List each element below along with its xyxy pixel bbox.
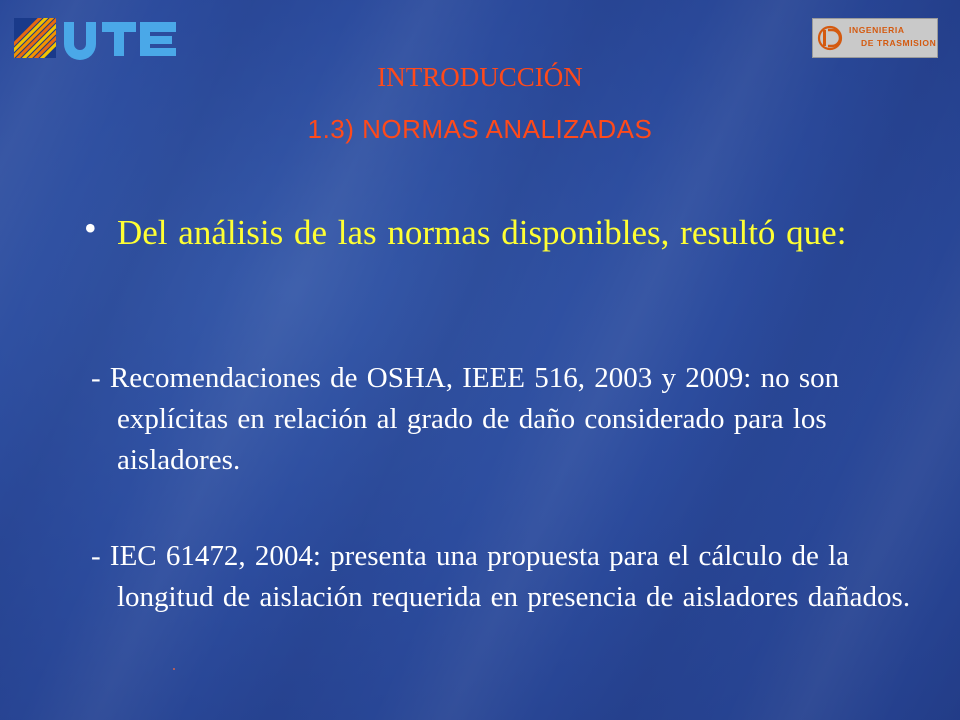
bullet-icon: • bbox=[84, 208, 97, 248]
logo-text-trasmision: DE TRASMISION bbox=[861, 38, 937, 48]
list-item: - Recomendaciones de OSHA, IEEE 516, 2003 y 2009: no son explícitas en relación al grado de daño considerado para los aisladores. bbox=[91, 362, 840, 476]
bullet-text: Del análisis de las normas disponibles, resultó que: bbox=[117, 213, 847, 252]
ingenieria-trasmision-logo bbox=[812, 18, 938, 58]
ute-logo-icon bbox=[14, 16, 178, 60]
list-item: - IEC 61472, 2004: presenta una propuesta para el cálculo de la longitud de aislación requerida en presencia de aisladores dañados. bbox=[91, 540, 911, 613]
id-logo-icon bbox=[817, 24, 843, 52]
page-subtitle: 1.3) NORMAS ANALIZADAS bbox=[307, 114, 653, 144]
page-title: INTRODUCCIÓN bbox=[377, 62, 583, 92]
decorative-dot bbox=[173, 668, 175, 670]
logo-text-ingenieria: INGENIERIA bbox=[849, 25, 905, 35]
